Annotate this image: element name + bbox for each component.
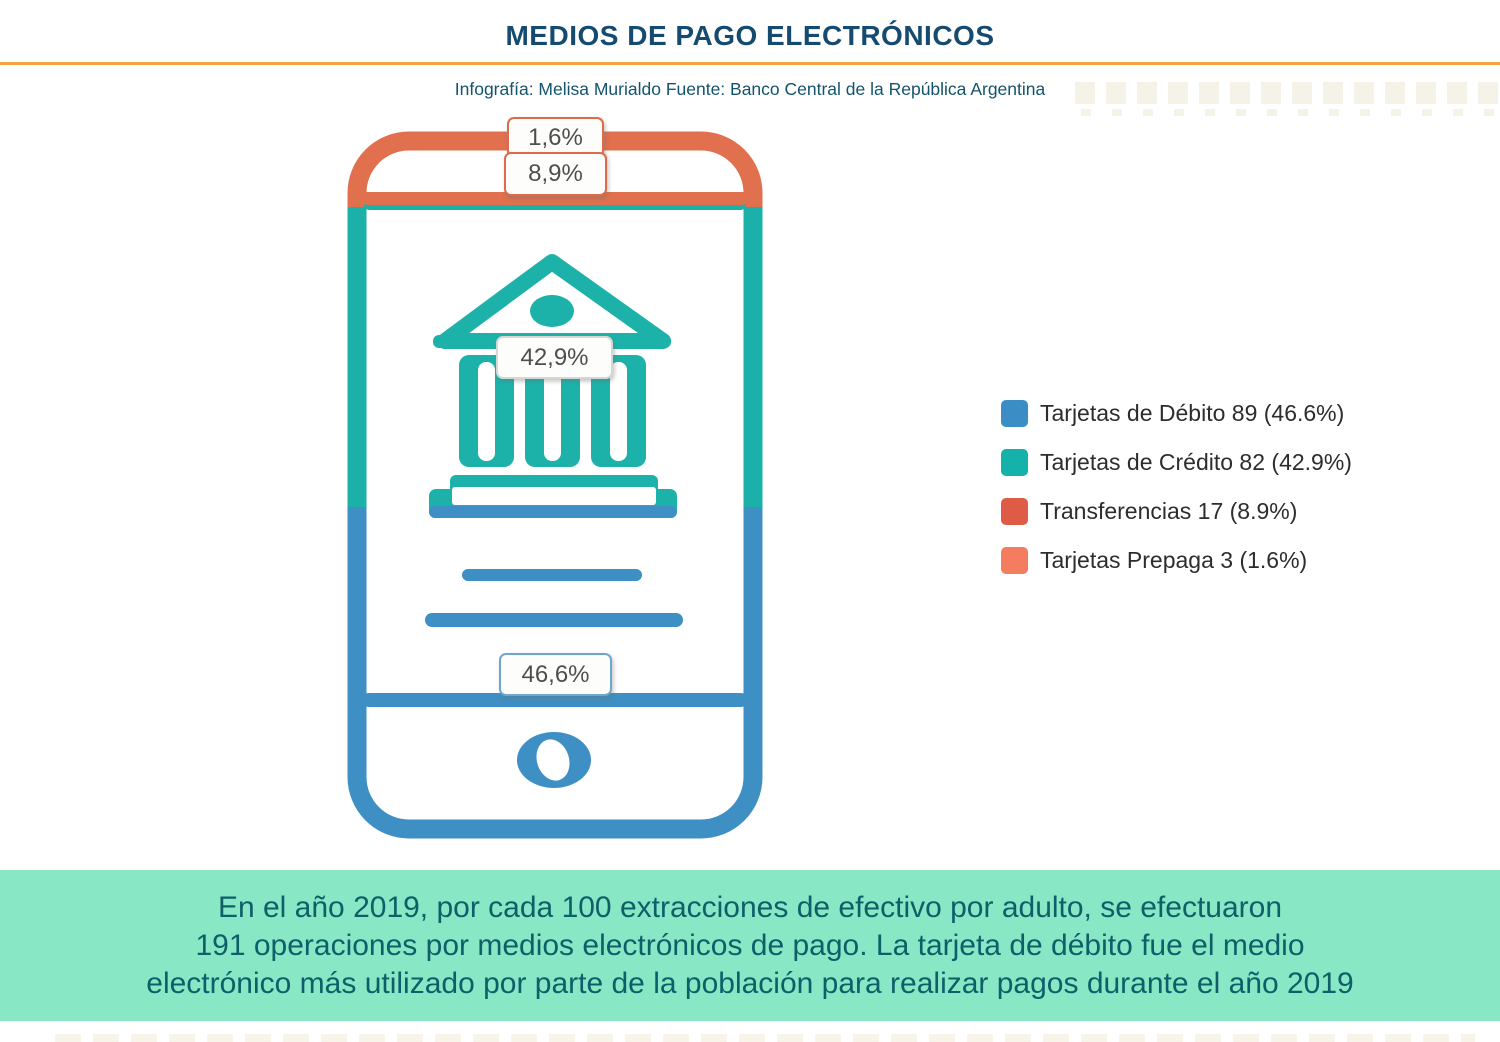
summary-banner (0, 870, 1500, 1021)
swatch-credito (1001, 449, 1028, 476)
banner-line-1: En el año 2019, por cada 100 extracciones de efectivo por adulto, se efectuaron (217, 890, 1283, 924)
banner-line-3: electrónico más utilizado por parte de la población para realizar pagos durante el año 2019 (146, 966, 1354, 1000)
legend-item-prepaga (1001, 547, 1352, 574)
page-title: MEDIOS DE PAGO ELECTRÓNICOS (505, 20, 995, 51)
legend-label-prepaga: Tarjetas Prepaga 3 (1.6%) (1040, 547, 1308, 573)
legend-item-debito (1001, 400, 1352, 427)
source-credit: Infografía: Melisa Murialdo Fuente: Banco Central de la República Argentina (454, 79, 1046, 99)
legend-item-transferencias (1001, 498, 1352, 525)
label-debito-pct: 46,6% (499, 653, 612, 696)
swatch-prepaga (1001, 547, 1028, 574)
bank-icon (429, 262, 677, 518)
label-transferencias-pct: 8,9% (504, 152, 607, 196)
label-credito-pct: 42,9% (496, 336, 613, 379)
screen-text-lines (425, 569, 683, 627)
legend (1001, 400, 1352, 596)
legend-label-transferencias: Transferencias 17 (8.9%) (1040, 498, 1298, 524)
legend-item-credito (1001, 449, 1352, 476)
legend-label-debito: Tarjetas de Débito 89 (46.6%) (1040, 400, 1345, 426)
swatch-transferencias (1001, 498, 1028, 525)
label-prepaga-pct: 1,6% (507, 117, 604, 158)
legend-label-credito: Tarjetas de Crédito 82 (42.9%) (1040, 449, 1352, 475)
banner-line-2: 191 operaciones por medios electrónicos de pago. La tarjeta de débito fue el medio (195, 928, 1305, 962)
home-button-icon (517, 732, 591, 788)
swatch-debito (1001, 400, 1028, 427)
